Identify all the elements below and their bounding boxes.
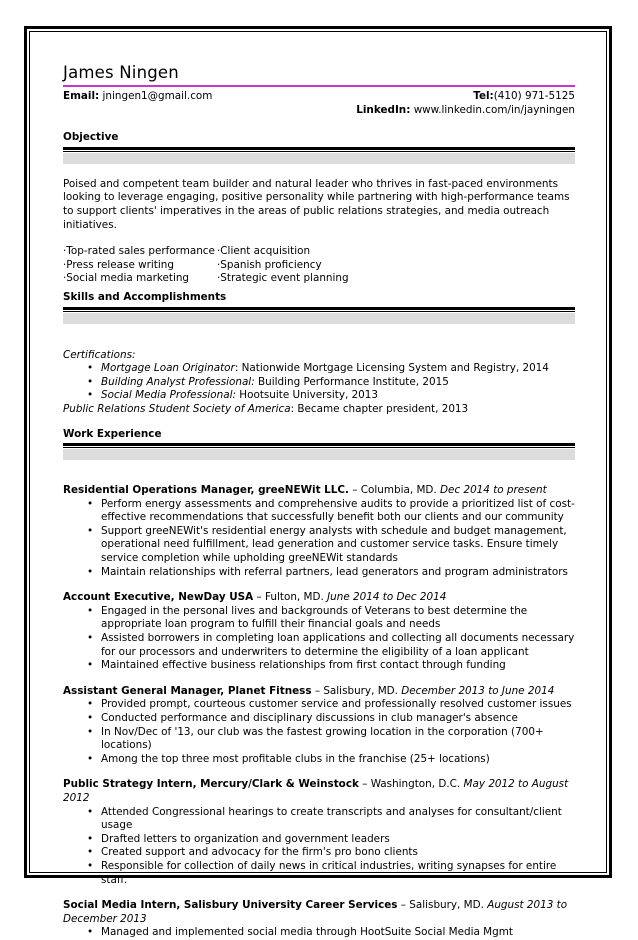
job-header: Social Media Intern, Salisbury University Career Services – Salisbury, MD. August 2013 to December 2013 [63, 899, 568, 925]
skill-item: ·Top-rated sales performance [63, 245, 215, 258]
society-line: Public Relations Student Society of America: Became chapter president, 2013 [63, 402, 469, 415]
section-rule [63, 443, 575, 446]
job-bullet: • Drafted letters to organization and government leaders [101, 833, 575, 847]
job-bullets [63, 605, 575, 673]
certifications [63, 349, 575, 417]
job-bullet: • Maintained effective business relationships from first contact through funding [101, 659, 575, 673]
tel-label: Tel: [473, 90, 494, 102]
section-rule-thin [63, 151, 575, 152]
section-rule-thin [63, 311, 575, 312]
job-entry [63, 778, 575, 887]
section-rule [63, 147, 575, 150]
job-entry [63, 484, 575, 579]
resume-name: James Ningen [63, 63, 179, 82]
section-title-skills: Skills and Accomplishments [63, 290, 227, 303]
skill-item: ·Social media marketing [63, 272, 190, 285]
job-entry [63, 685, 575, 767]
email-line [63, 90, 212, 117]
job-bullet: • Provided prompt, courteous customer service and professionally resolved customer issues [101, 698, 575, 712]
certifications-heading: Certifications: [63, 348, 136, 361]
linkedin-line [356, 104, 575, 118]
job-bullet: • Support greeNEWit's residential energy analysts with schedule and budget management, operational need fulfillment, lead generation and customer service tasks. Ensure timely service completion while upholding greeNEWit standards [101, 525, 575, 566]
job-bullets [63, 926, 575, 940]
section-shade [63, 153, 575, 164]
linkedin-label: LinkedIn: [356, 103, 411, 116]
job-header: Public Strategy Intern, Mercury/Clark & Weinstock – Washington, D.C. May 2012 to August 2012 [63, 778, 569, 804]
skill-item: ·Strategic event planning [217, 272, 349, 285]
section-title-work: Work Experience [63, 427, 162, 440]
job-header: Residential Operations Manager, greeNEWit LLC. – Columbia, MD. Dec 2014 to present [63, 484, 547, 497]
job-bullet: • Perform energy assessments and comprehensive audits to provide a prioritized list of cost-effective recommendations that successfully benefit both our clients and our community [101, 498, 575, 525]
section-shade [63, 313, 575, 324]
skill-columns [63, 245, 575, 286]
cert-item: • Mortgage Loan Originator: Nationwide Mortgage Licensing System and Registry, 2014 [101, 362, 575, 376]
job-bullets [63, 806, 575, 888]
job-entry [63, 591, 575, 673]
cert-item: • Building Analyst Professional: Building Performance Institute, 2015 [101, 376, 575, 390]
job-bullet: • Managed and implemented social media through HootSuite Social Media Mgmt [101, 926, 575, 940]
contact-block [63, 90, 575, 117]
section-title-objective: Objective [63, 131, 119, 144]
email-label: Email: [63, 90, 100, 102]
tel-line [356, 90, 575, 104]
skill-item: ·Spanish proficiency [217, 258, 322, 271]
tel-value: (410) 971-5125 [493, 90, 575, 102]
objective-text: Poised and competent team builder and natural leader who thrives in fast-paced environments looking to leverage engaging, positive personality while partnering with high-performance teams to support clients' imperatives in the areas of public relations strategies, and media outreach initiatives. [63, 177, 570, 231]
job-bullet: • Conducted performance and disciplinary discussions in club manager's absence [101, 712, 575, 726]
cert-item: • Social Media Professional: Hootsuite University, 2013 [101, 389, 575, 403]
linkedin-value[interactable]: www.linkedin.com/in/jayningen [413, 103, 575, 116]
work-section [63, 428, 575, 940]
skill-item: ·Client acquisition [217, 245, 311, 258]
skills-section [63, 291, 575, 417]
job-entry [63, 899, 575, 940]
name-underline [63, 85, 575, 87]
job-bullets [63, 498, 575, 580]
job-bullet: • Maintain relationships with referral partners, lead generators and program administrators [101, 566, 575, 580]
job-bullet: • Created support and advocacy for the firm's pro bono clients [101, 846, 575, 860]
job-bullet: • Assisted borrowers in completing loan applications and collecting all documents necessary for our processors and underwriters to determine the eligibility of a loan applicant [101, 632, 575, 659]
job-header: Account Executive, NewDay USA – Fulton, MD. June 2014 to Dec 2014 [63, 591, 447, 604]
resume [63, 62, 575, 940]
section-rule [63, 307, 575, 310]
job-bullet: • Engaged in the personal lives and backgrounds of Veterans to best determine the appropriate loan program to fulfill their financial goals and needs [101, 605, 575, 632]
section-shade [63, 449, 575, 460]
objective-section [63, 131, 575, 286]
job-bullet: • Among the top three most profitable clubs in the franchise (25+ locations) [101, 753, 575, 767]
contact-right [356, 90, 575, 117]
section-rule-thin [63, 447, 575, 448]
job-bullet: • Attended Congressional hearings to create transcripts and analyses for consultant/client usage [101, 806, 575, 833]
skill-item: ·Press release writing [63, 258, 174, 271]
email-value[interactable]: jningen1@gmail.com [102, 90, 213, 102]
job-header: Assistant General Manager, Planet Fitness – Salisbury, MD. December 2013 to June 2014 [63, 684, 555, 697]
job-bullets [63, 698, 575, 766]
job-bullet: • Responsible for collection of daily news in critical industries, writing synapses for entire staff. [101, 860, 575, 887]
cert-list [63, 362, 575, 403]
job-bullet: • In Nov/Dec of '13, our club was the fastest growing location in the corporation (700+ locations) [101, 726, 575, 753]
